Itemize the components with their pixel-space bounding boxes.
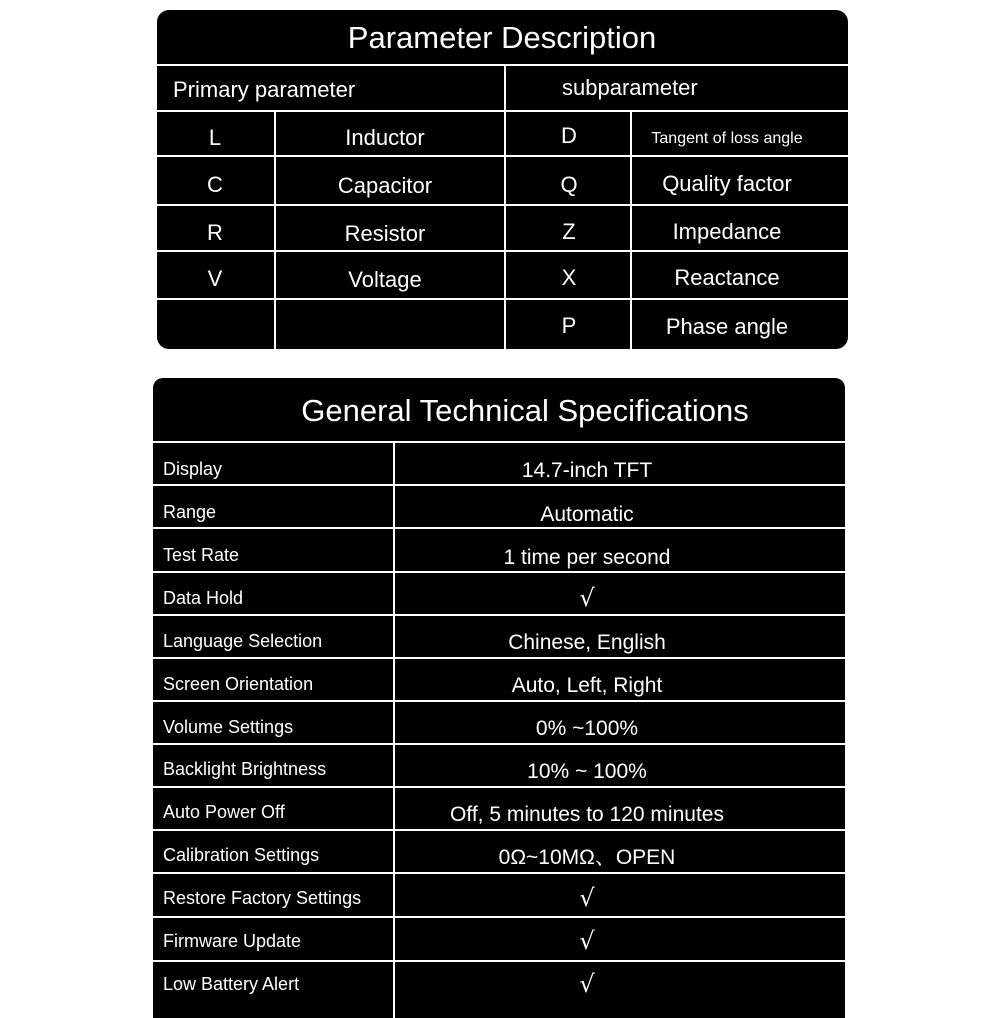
table-divider xyxy=(153,484,845,486)
column-divider xyxy=(393,441,395,1018)
sub-name: Impedance xyxy=(672,219,782,244)
table-divider xyxy=(153,657,845,659)
sub-symbol: X xyxy=(561,265,577,290)
table-divider xyxy=(157,64,848,66)
sub-name: Quality factor xyxy=(662,171,792,196)
table-divider xyxy=(153,571,845,573)
primary-name: Resistor xyxy=(344,221,426,246)
sub-symbol: Q xyxy=(560,172,578,197)
spec-value: Off, 5 minutes to 120 minutes xyxy=(450,803,724,826)
spec-label: Firmware Update xyxy=(163,931,302,951)
spec-label: Calibration Settings xyxy=(163,845,320,865)
sub-name: Tangent of loss angle xyxy=(651,130,803,147)
table-divider xyxy=(153,872,845,874)
table-divider xyxy=(157,250,848,252)
column-divider xyxy=(630,110,632,349)
table-divider xyxy=(153,829,845,831)
spec-value: 10% ~ 100% xyxy=(527,760,647,783)
table-divider xyxy=(153,960,845,962)
primary-symbol: L xyxy=(208,125,222,150)
panel-title: General Technical Specifications xyxy=(301,393,749,428)
spec-label: Display xyxy=(163,459,223,479)
check-mark-icon: √ xyxy=(579,884,595,912)
column-divider xyxy=(274,110,276,349)
table-divider xyxy=(157,298,848,300)
table-divider xyxy=(153,743,845,745)
table-divider xyxy=(153,527,845,529)
column-divider xyxy=(504,64,506,349)
table-divider xyxy=(153,916,845,918)
table-divider xyxy=(153,786,845,788)
primary-name: Capacitor xyxy=(337,173,433,198)
spec-label: Restore Factory Settings xyxy=(163,888,362,908)
check-mark-icon: √ xyxy=(579,927,595,955)
spec-label: Test Rate xyxy=(163,545,240,565)
sub-symbol: D xyxy=(561,123,577,148)
primary-name: Voltage xyxy=(348,267,422,292)
spec-value: Auto, Left, Right xyxy=(511,674,663,697)
spec-value: 1 time per second xyxy=(503,546,671,569)
table-divider xyxy=(153,441,845,443)
check-mark-icon: √ xyxy=(579,970,595,998)
spec-label: Data Hold xyxy=(163,588,244,608)
primary-parameter-header: Primary parameter xyxy=(173,77,356,102)
spec-value: 14.7-inch TFT xyxy=(521,459,653,482)
subparameter-header: subparameter xyxy=(562,75,698,100)
primary-symbol: V xyxy=(207,266,223,291)
check-mark-icon: √ xyxy=(579,584,595,612)
table-divider xyxy=(157,110,848,112)
table-divider xyxy=(157,204,848,206)
parameter-description-table xyxy=(157,10,848,349)
spec-label: Volume Settings xyxy=(163,717,294,737)
spec-value: Automatic xyxy=(540,503,634,526)
panel-title: Parameter Description xyxy=(347,20,657,55)
sub-symbol: P xyxy=(561,313,577,338)
spec-value: 0Ω~10MΩ、OPEN xyxy=(498,846,676,869)
primary-name: Inductor xyxy=(345,125,425,150)
sub-name: Reactance xyxy=(674,265,780,290)
spec-label: Screen Orientation xyxy=(163,674,314,694)
spec-value: 0% ~100% xyxy=(535,717,639,740)
spec-label: Range xyxy=(163,502,217,522)
spec-label: Language Selection xyxy=(163,631,323,651)
spec-label: Auto Power Off xyxy=(163,802,285,822)
table-divider xyxy=(153,614,845,616)
table-divider xyxy=(157,155,848,157)
sub-name: Phase angle xyxy=(665,314,789,339)
table-divider xyxy=(153,700,845,702)
spec-value: Chinese, English xyxy=(508,631,666,654)
spec-label: Backlight Brightness xyxy=(163,759,327,779)
primary-symbol: R xyxy=(207,220,223,245)
technical-specifications-table xyxy=(153,378,845,1018)
primary-symbol: C xyxy=(207,172,223,197)
spec-label: Low Battery Alert xyxy=(163,974,300,994)
sub-symbol: Z xyxy=(562,219,576,244)
